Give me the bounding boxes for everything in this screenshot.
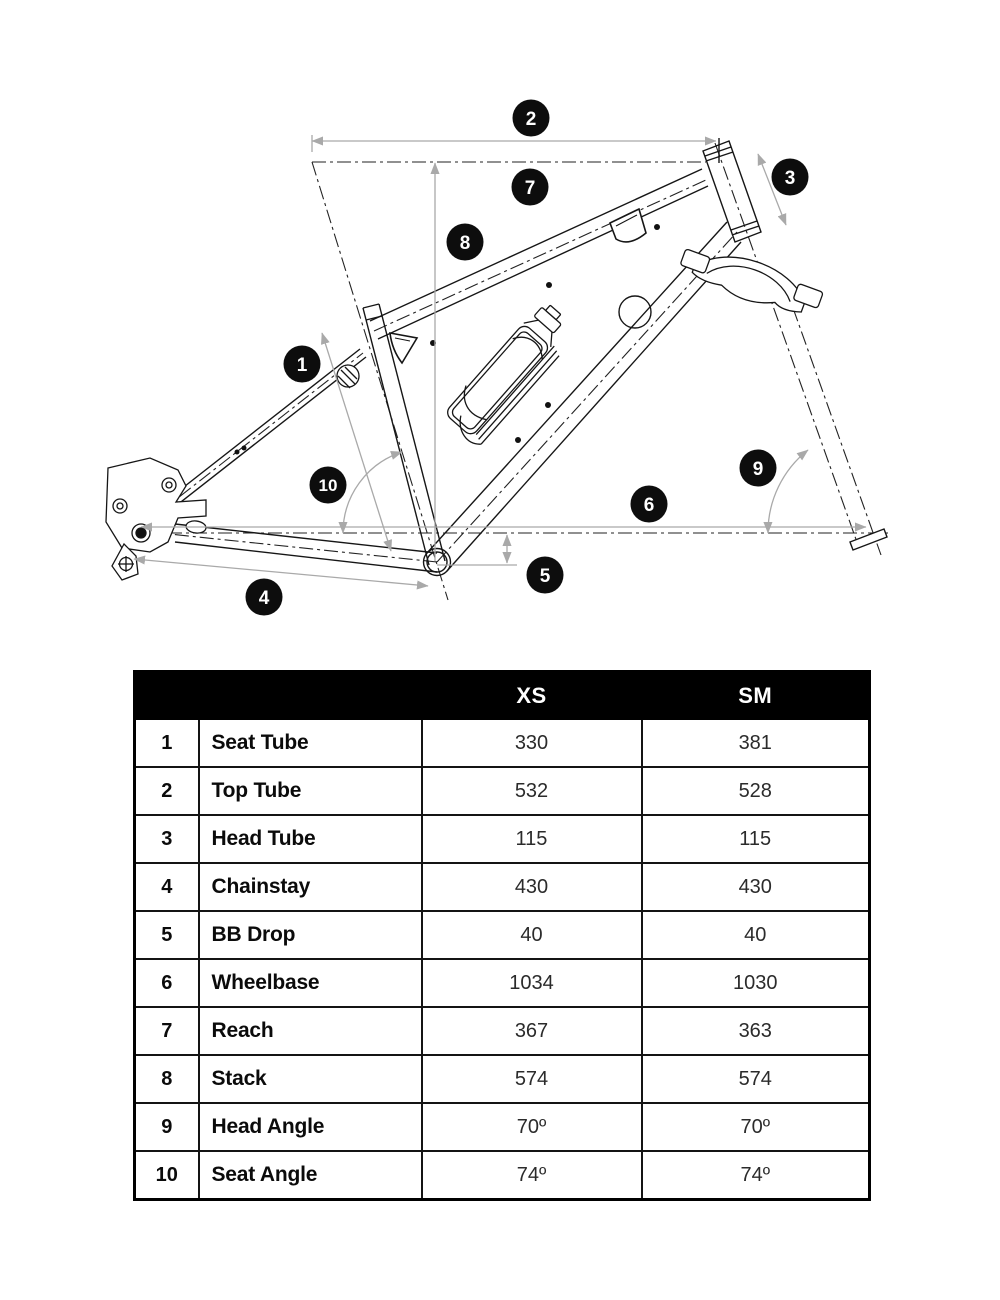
row-label: Seat Angle (199, 1151, 422, 1200)
svg-text:4: 4 (258, 588, 270, 609)
chainstay-dim (134, 559, 428, 586)
row-value-xs: 70º (422, 1103, 642, 1151)
callout-1 (284, 346, 321, 383)
svg-text:7: 7 (524, 178, 536, 199)
callout-8 (447, 224, 484, 261)
row-label: Head Angle (199, 1103, 422, 1151)
header-blank-label (199, 672, 422, 720)
geometry-table (133, 670, 871, 1201)
row-number: 9 (135, 1103, 199, 1151)
row-number: 7 (135, 1007, 199, 1055)
row-value-sm: 528 (642, 767, 870, 815)
header-row (135, 672, 870, 720)
row-label: Reach (199, 1007, 422, 1055)
header-col-sm: SM (642, 672, 870, 720)
row-value-sm: 70º (642, 1103, 870, 1151)
table-row (135, 1103, 870, 1151)
row-number: 5 (135, 911, 199, 959)
row-value-sm: 74º (642, 1151, 870, 1200)
seat-tube-axis (312, 162, 448, 600)
row-number: 2 (135, 767, 199, 815)
callout-7 (512, 169, 549, 206)
callout-2 (513, 100, 550, 137)
row-label: Seat Tube (199, 719, 422, 767)
row-number: 1 (135, 719, 199, 767)
table-row (135, 863, 870, 911)
seat-tube-dim (322, 333, 391, 551)
row-value-sm: 430 (642, 863, 870, 911)
row-value-xs: 532 (422, 767, 642, 815)
steering-axis (715, 143, 858, 545)
table-row (135, 1151, 870, 1200)
svg-text:1: 1 (296, 355, 308, 376)
table-row (135, 719, 870, 767)
row-label: Wheelbase (199, 959, 422, 1007)
table-row (135, 959, 870, 1007)
svg-text:9: 9 (752, 459, 764, 480)
row-value-sm: 40 (642, 911, 870, 959)
row-number: 4 (135, 863, 199, 911)
table-header (135, 672, 870, 720)
row-value-xs: 430 (422, 863, 642, 911)
table-row (135, 1007, 870, 1055)
row-value-sm: 363 (642, 1007, 870, 1055)
callout-4 (246, 579, 283, 616)
svg-text:6: 6 (643, 495, 655, 516)
header-col-xs: XS (422, 672, 642, 720)
row-value-sm: 574 (642, 1055, 870, 1103)
callout-6 (631, 486, 668, 523)
row-value-xs: 574 (422, 1055, 642, 1103)
callout-5 (527, 557, 564, 594)
header-blank-number (135, 672, 199, 720)
row-label: Top Tube (199, 767, 422, 815)
table-row (135, 1055, 870, 1103)
svg-text:3: 3 (784, 168, 796, 189)
fork-offset-axis (793, 308, 881, 555)
row-value-sm: 115 (642, 815, 870, 863)
row-value-xs: 367 (422, 1007, 642, 1055)
row-value-xs: 74º (422, 1151, 642, 1200)
svg-text:8: 8 (459, 233, 471, 254)
row-number: 8 (135, 1055, 199, 1103)
table-row (135, 815, 870, 863)
svg-text:5: 5 (539, 566, 551, 587)
table-row (135, 767, 870, 815)
row-value-xs: 1034 (422, 959, 642, 1007)
row-value-xs: 330 (422, 719, 642, 767)
geometry-table-wrap (133, 670, 868, 1201)
row-value-sm: 1030 (642, 959, 870, 1007)
callout-10 (310, 467, 347, 504)
row-number: 6 (135, 959, 199, 1007)
callout-9 (740, 450, 777, 487)
row-number: 10 (135, 1151, 199, 1200)
row-number: 3 (135, 815, 199, 863)
water-bottle (440, 299, 580, 449)
row-label: BB Drop (199, 911, 422, 959)
fork-crown (677, 237, 826, 323)
seatstay-pivot (337, 365, 359, 388)
table-row (135, 911, 870, 959)
svg-text:2: 2 (525, 109, 537, 130)
row-label: Chainstay (199, 863, 422, 911)
svg-text:10: 10 (318, 476, 338, 495)
row-label: Stack (199, 1055, 422, 1103)
row-label: Head Tube (199, 815, 422, 863)
row-value-xs: 40 (422, 911, 642, 959)
row-value-sm: 381 (642, 719, 870, 767)
cable-guides (235, 224, 661, 455)
row-value-xs: 115 (422, 815, 642, 863)
front-axle (850, 529, 887, 550)
callout-3 (772, 159, 809, 196)
table-body (135, 719, 870, 1200)
